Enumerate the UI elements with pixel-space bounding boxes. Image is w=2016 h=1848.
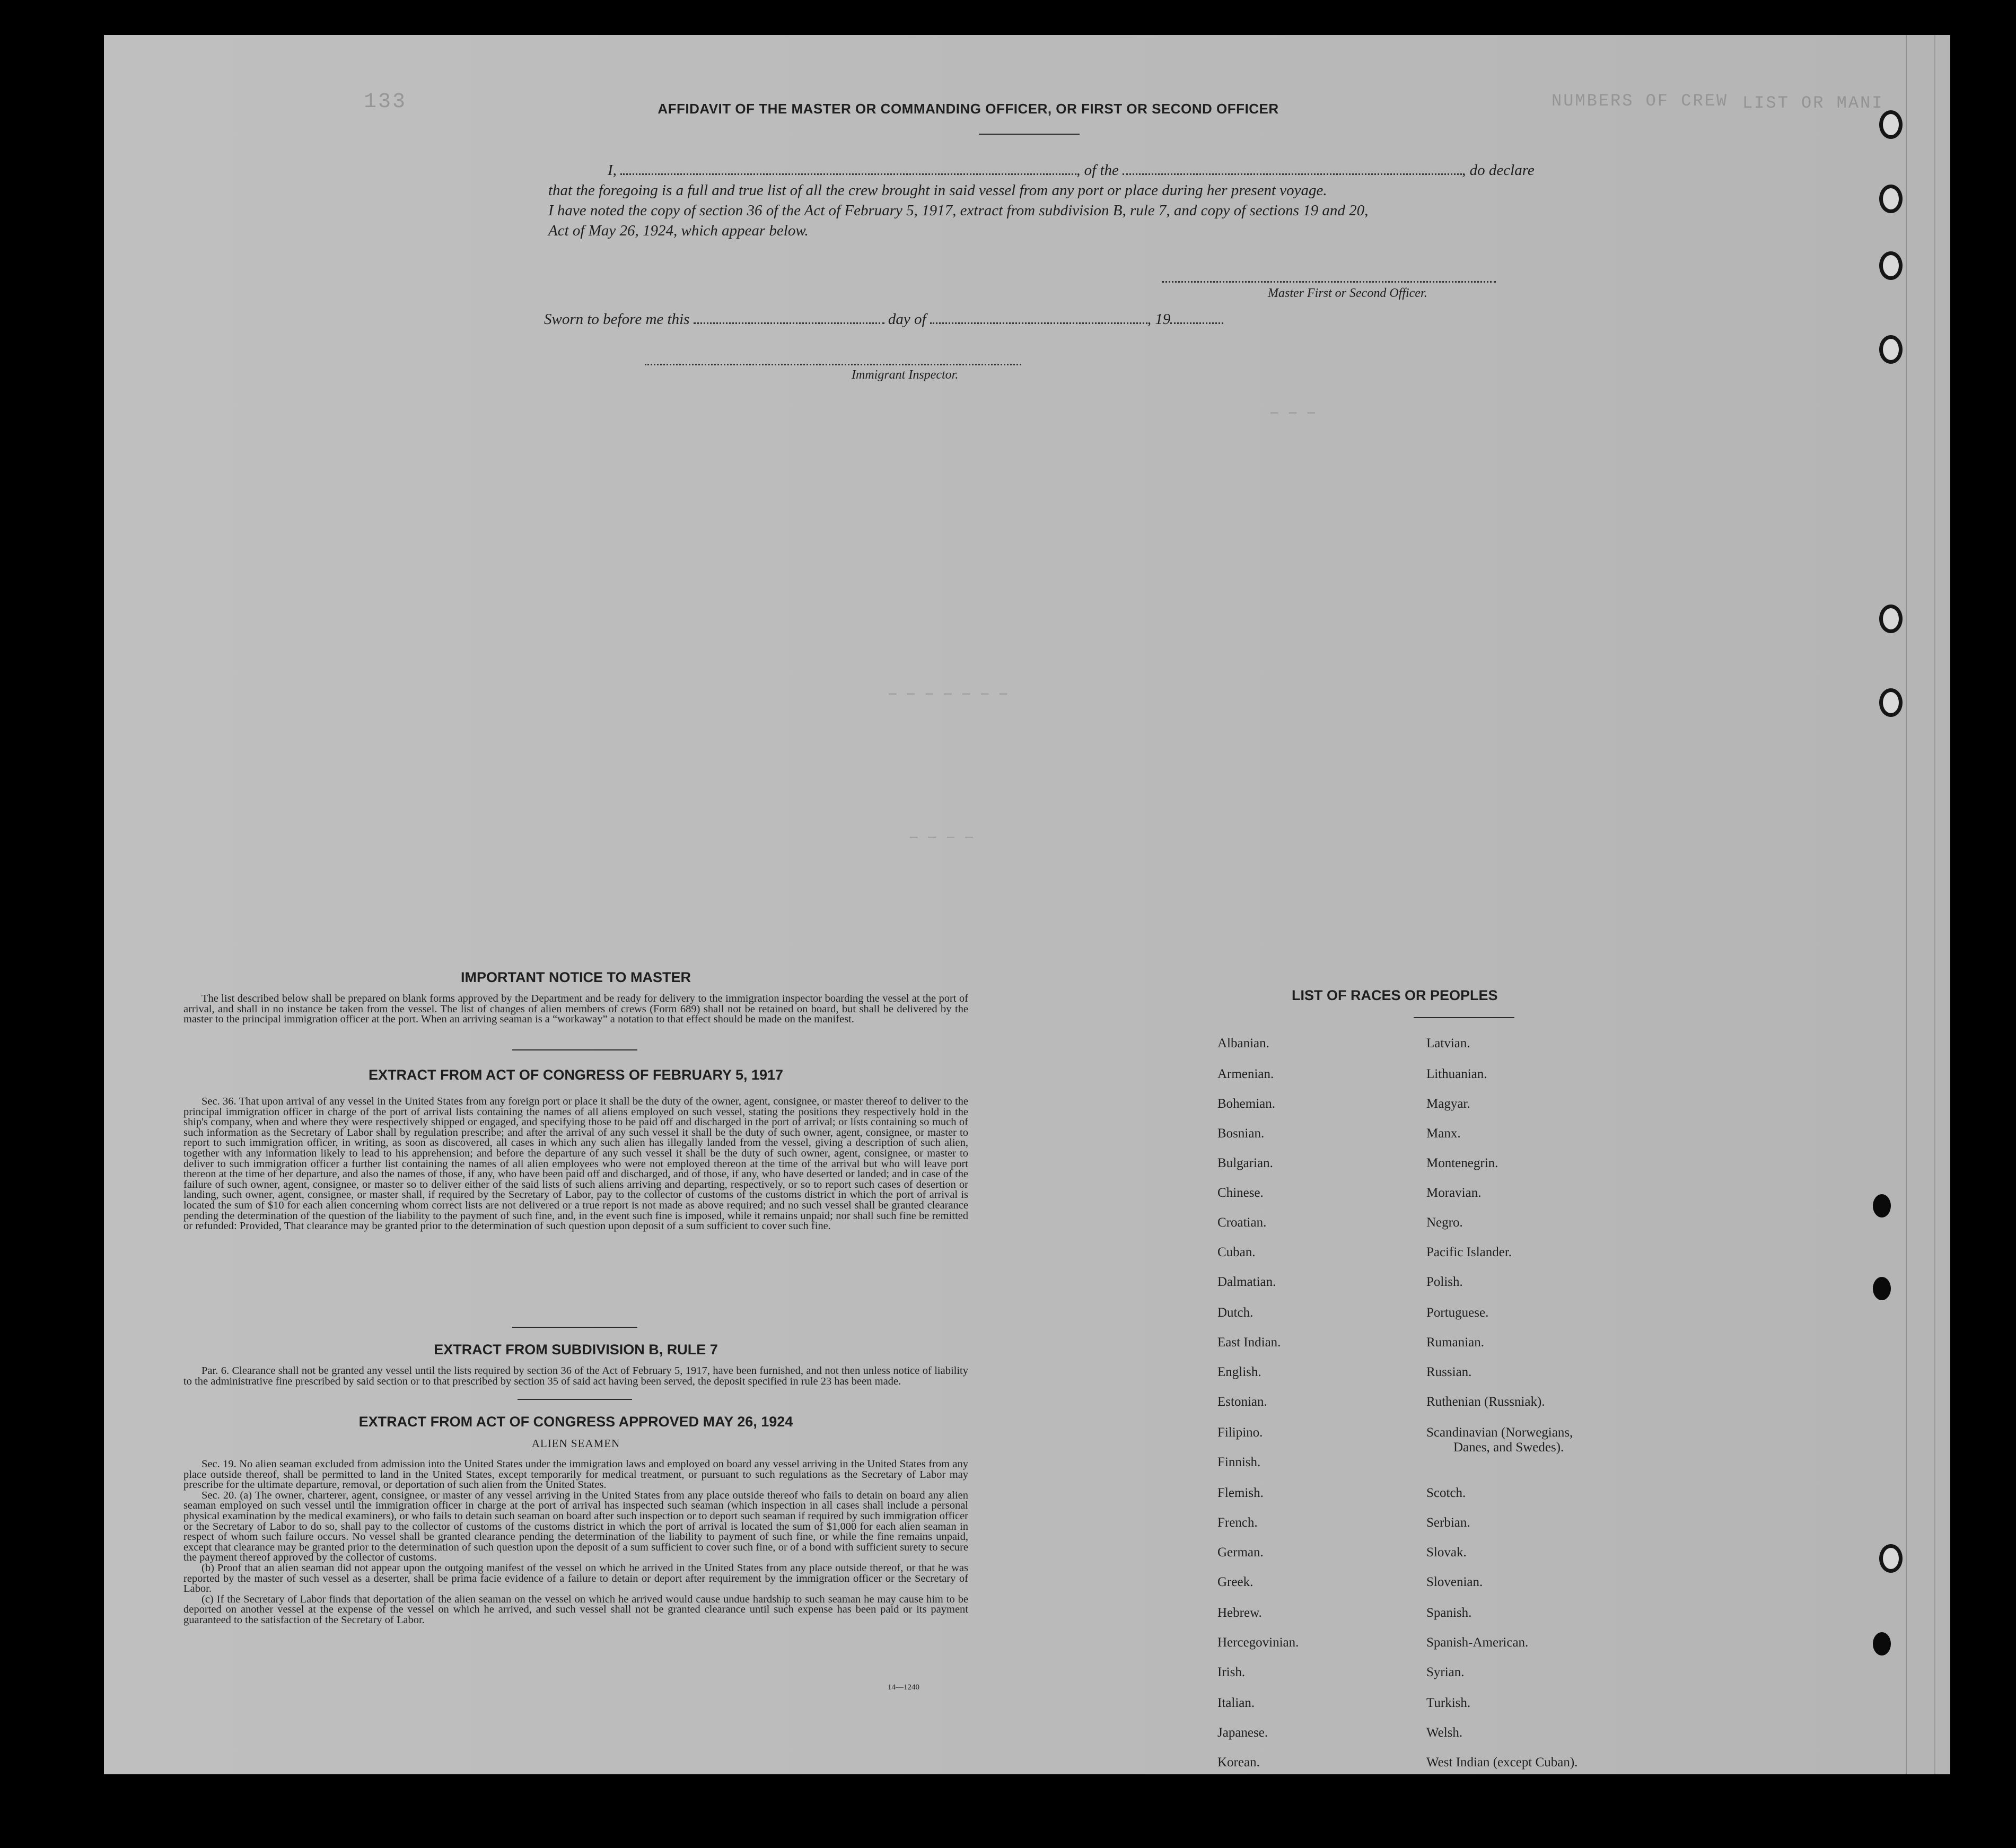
ledger-line [1934, 35, 1935, 1774]
sec-20c: (c) If the Secretary of Labor finds that deportation of the alien seaman on the vessel on which he arrived would cause undue hardship to such seaman he may cause him to be deported on another vessel at the expense of the vessel on which he arrived, and such vessel shall not be granted clearance until such expense has been paid or its payment guaranteed to the satisfaction of the Secretary of Labor. [183, 1593, 968, 1626]
race-item: Dalmatian. [1217, 1275, 1276, 1289]
punch-hole-icon [1879, 688, 1903, 717]
sworn-month-blank[interactable] [930, 322, 1147, 324]
alien-seamen-subtitle: ALIEN SEAMEN [531, 1437, 620, 1450]
race-item: Polish. [1426, 1275, 1463, 1289]
race-item: Pacific Islander. [1426, 1245, 1512, 1259]
sec-19: Sec. 19. No alien seaman excluded from admission into the United States under the immigration laws and employed on board any vessel arriving in the United States from any place outside thereof, shall be permitted to land in the United States, except temporarily for medical treatment, or pursuant to such regulations as the Secretary of Labor may prescribe for the ultimate departure, removal, or deportation of such alien from the United States. [183, 1458, 968, 1491]
master-signature-label: Master First or Second Officer. [1268, 286, 1427, 300]
race-item: Serbian. [1426, 1516, 1470, 1530]
race-item: Albanian. [1217, 1036, 1269, 1050]
race-item: English. [1217, 1365, 1261, 1379]
notice-title: IMPORTANT NOTICE TO MASTER [461, 969, 691, 985]
affidavit-line-4: Act of May 26, 1924, which appear below. [548, 222, 809, 239]
race-item: Moravian. [1426, 1186, 1482, 1200]
race-item: Slovak. [1426, 1545, 1467, 1560]
race-item: East Indian. [1217, 1335, 1281, 1350]
race-item: Cuban. [1217, 1245, 1256, 1259]
race-item: Bohemian. [1217, 1097, 1276, 1111]
affidavit-line-3: I have noted the copy of section 36 of the Act of February 5, 1917, extract from subdivision B, rule 7, and copy of sections 19 and 20, [548, 202, 1369, 219]
race-item: Rumanian. [1426, 1335, 1485, 1350]
ledger-line [1906, 35, 1907, 1774]
race-item: Armenian. [1217, 1067, 1274, 1081]
race-item: Scotch. [1426, 1486, 1466, 1500]
race-item: Danes, and Swedes). [1453, 1440, 1564, 1455]
punch-hole-icon [1873, 1632, 1891, 1656]
race-item: Chinese. [1217, 1186, 1264, 1200]
notice-body: The list described below shall be prepared on blank forms approved by the Department and be ready for delivery to the immigration inspector boarding the vessel at the port of arrival, and shall in no instance be taken from the vessel. The list of changes of alien members of crews (Form 689) shall not be retained on board, but shall be delivered by the master to the principal immigration officer at the port. When an arriving seaman is a “workaway” a notation to that effect should be made on the manifest. [183, 993, 968, 1026]
race-item: Spanish-American. [1426, 1635, 1529, 1650]
races-title: LIST OF RACES OR PEOPLES [1292, 987, 1498, 1003]
race-item: Bulgarian. [1217, 1156, 1273, 1170]
vessel-blank[interactable] [1123, 173, 1462, 175]
race-item: Hercegovinian. [1217, 1635, 1299, 1650]
race-item: Portuguese. [1426, 1306, 1489, 1320]
punch-hole-icon [1879, 335, 1903, 364]
punch-hole-icon [1879, 110, 1903, 139]
race-item: Russian. [1426, 1365, 1472, 1379]
race-item: Negro. [1426, 1215, 1463, 1230]
race-item: Montenegrin. [1426, 1156, 1498, 1170]
race-item: Ruthenian (Russniak). [1426, 1395, 1545, 1409]
affidavit-title: AFFIDAVIT OF THE MASTER OR COMMANDING OFFICER, OR FIRST OR SECOND OFFICER [658, 101, 1279, 117]
race-item: Hebrew. [1217, 1606, 1262, 1620]
punch-hole-icon [1873, 1277, 1891, 1300]
race-item: Slovenian. [1426, 1575, 1483, 1589]
races-divider [1414, 1017, 1514, 1018]
extract-1917-body: Sec. 36. That upon arrival of any vessel in the United States from any foreign port or place it shall be the duty of the owner, agent, consignee, or master thereof to deliver to the principal immigration officer in charge of the port of arrival lists containing the names of all aliens employed on such vessel, stating the positions they respectively hold in the ship's company, when and where they were respectively shipped or engaged, and specifying those to be paid off and discharged in the port of arrival; or lists containing so much of such information as the Secretary of Labor shall by regulation prescribe; and after the arrival of any such vessel it shall be the duty of such owner, agent, consignee, or master to report to such immigration officer, in writing, as soon as discovered, all cases in which any such alien has illegally landed from the vessel, giving a description of such alien, together with any information likely to lead to his apprehension; and before the departure of any such vessel it shall be the duty of such owner, agent, consignee, or master to deliver to such immigration officer a further list containing the names of all alien employees who were not employed thereon at the time of the arrival but who will leave port thereon at the time of her departure, and also the names of those, if any, who have been paid off and discharged, and of those, if any, who have deserted or landed; and in case of the failure of such owner, agent, consignee, or master so to deliver either of the said lists of such aliens arriving and departing, respectively, or so to report such cases of desertion or landing, such owner, agent, consignee, or master shall, if required by the Secretary of Labor, pay to the collector of customs of the customs district in which the port of arrival is located the sum of $10 for each alien concerning whom correct lists are not delivered or a true report is not made as above required; and no such vessel shall be granted clearance pending the determination of the question of the liability to the payment of such fine, and, in the event such fine is imposed, while it remains unpaid; nor shall such fine be remitted or refunded: Provided, That clearance may be granted prior to the determination of such question upon deposit of a sum sufficient to cover such fine. [183, 1096, 968, 1232]
race-item: Manx. [1426, 1126, 1461, 1141]
section-divider [518, 1399, 632, 1400]
punch-hole-icon [1879, 251, 1903, 280]
race-item: West Indian (except Cuban). [1426, 1755, 1578, 1770]
punch-hole-icon [1879, 185, 1903, 213]
race-item: Lithuanian. [1426, 1067, 1487, 1081]
document-page [104, 35, 1950, 1774]
sworn-line: Sworn to before me this day of , 19 [544, 311, 1223, 328]
race-item: Bosnian. [1217, 1126, 1265, 1141]
faded-crew-title: NUMBERS OF CREW [1552, 91, 1729, 111]
punch-hole-icon [1873, 1194, 1891, 1218]
race-item: Turkish. [1426, 1696, 1471, 1710]
affidavit-line-1: I, , of the , do declare [608, 162, 1535, 179]
section-divider [512, 1049, 637, 1050]
race-item: French. [1217, 1516, 1258, 1530]
inspector-signature-label: Immigrant Inspector. [852, 368, 959, 382]
form-number: 14—1240 [888, 1683, 919, 1692]
race-item: Irish. [1217, 1665, 1246, 1679]
race-item: German. [1217, 1545, 1264, 1560]
section-divider [512, 1327, 637, 1328]
race-item: Korean. [1217, 1755, 1260, 1770]
race-item: Welsh. [1426, 1726, 1463, 1740]
faded-list-title: LIST OR MANI [1742, 93, 1884, 113]
race-item: Finnish. [1217, 1455, 1261, 1469]
race-item: Japanese. [1217, 1726, 1268, 1740]
race-item: Magyar. [1426, 1097, 1470, 1111]
punch-hole-icon [1879, 1544, 1903, 1573]
inspector-signature-line[interactable] [645, 364, 1021, 365]
faded-page-number: 133 [364, 90, 407, 114]
race-item: Estonian. [1217, 1395, 1267, 1409]
master-signature-line[interactable] [1162, 281, 1496, 283]
extract-1924-title: EXTRACT FROM ACT OF CONGRESS APPROVED MAY 26, 1924 [358, 1414, 793, 1430]
rule7-body: Par. 6. Clearance shall not be granted any vessel until the lists required by section 36 of the Act of February 5, 1917, have been furnished, and not then unless notice of liability to the administrative fine prescribed by said section or to that prescribed by section 35 of said act having been served, the deposit specified in rule 23 has been made. [183, 1365, 968, 1387]
bleed-mark: — — — [1270, 406, 1317, 421]
race-item: Italian. [1217, 1696, 1255, 1710]
punch-hole-icon [1879, 605, 1903, 633]
extract-1917-title: EXTRACT FROM ACT OF CONGRESS OF FEBRUARY 5, 1917 [368, 1067, 784, 1083]
sworn-year-blank[interactable] [1170, 322, 1223, 324]
race-item: Dutch. [1217, 1306, 1254, 1320]
title-divider [979, 134, 1080, 135]
race-item: Spanish. [1426, 1606, 1472, 1620]
race-item: Syrian. [1426, 1665, 1465, 1679]
sec-20b: (b) Proof that an alien seaman did not appear upon the outgoing manifest of the vessel on which he arrived in the United States from any place outside thereof, or that he was reported by the master of such vessel as a deserter, shall be prima facie evidence of a failure to detain or deport after requirement by the immigration officer or the Secretary of Labor. [183, 1562, 968, 1595]
race-item: Flemish. [1217, 1486, 1264, 1500]
bleed-mark: — — — — [910, 830, 975, 845]
name-blank[interactable] [620, 173, 1076, 175]
race-item: Filipino. [1217, 1425, 1263, 1440]
sworn-day-blank[interactable] [694, 322, 884, 324]
extract-1924-body [183, 1459, 968, 1626]
sec-20a: Sec. 20. (a) The owner, charterer, agent, consignee, or master of any vessel arriving in the United States from any place outside thereof who fails to detain on board any alien seaman employed on such vessel until the immigration officer in charge at the port of arrival has inspected such seaman (which inspection in all cases shall include a personal physical examination by the medical examiners), or who fails to detain such seaman on board after such inspection or to deport such seaman if required by such immigration officer or the Secretary of Labor to do so, shall pay to the collector of customs of the customs district in which the port of arrival is located the sum of $1,000 for each alien seaman in respect of whom such failure occurs. No vessel shall be granted clearance pending the determination of the liability to payment of such fine, or while the fine remains unpaid, except that clearance may be granted prior to the determination of such question upon the deposit of a sum sufficient to cover such fine, or of a bond with sufficient surety to secure the payment thereof approved by the collector of customs. [183, 1489, 968, 1564]
affidavit-body [548, 161, 1651, 240]
race-item: Croatian. [1217, 1215, 1267, 1230]
race-item: Latvian. [1426, 1036, 1470, 1050]
rule7-title: EXTRACT FROM SUBDIVISION B, RULE 7 [434, 1342, 718, 1357]
race-item: Scandinavian (Norwegians, [1426, 1425, 1573, 1440]
bleed-mark: — — — — — — — [889, 687, 1009, 702]
affidavit-line-2: that the foregoing is a full and true list of all the crew brought in said vessel from any port or place during her present voyage. [548, 182, 1327, 199]
race-item: Greek. [1217, 1575, 1254, 1589]
